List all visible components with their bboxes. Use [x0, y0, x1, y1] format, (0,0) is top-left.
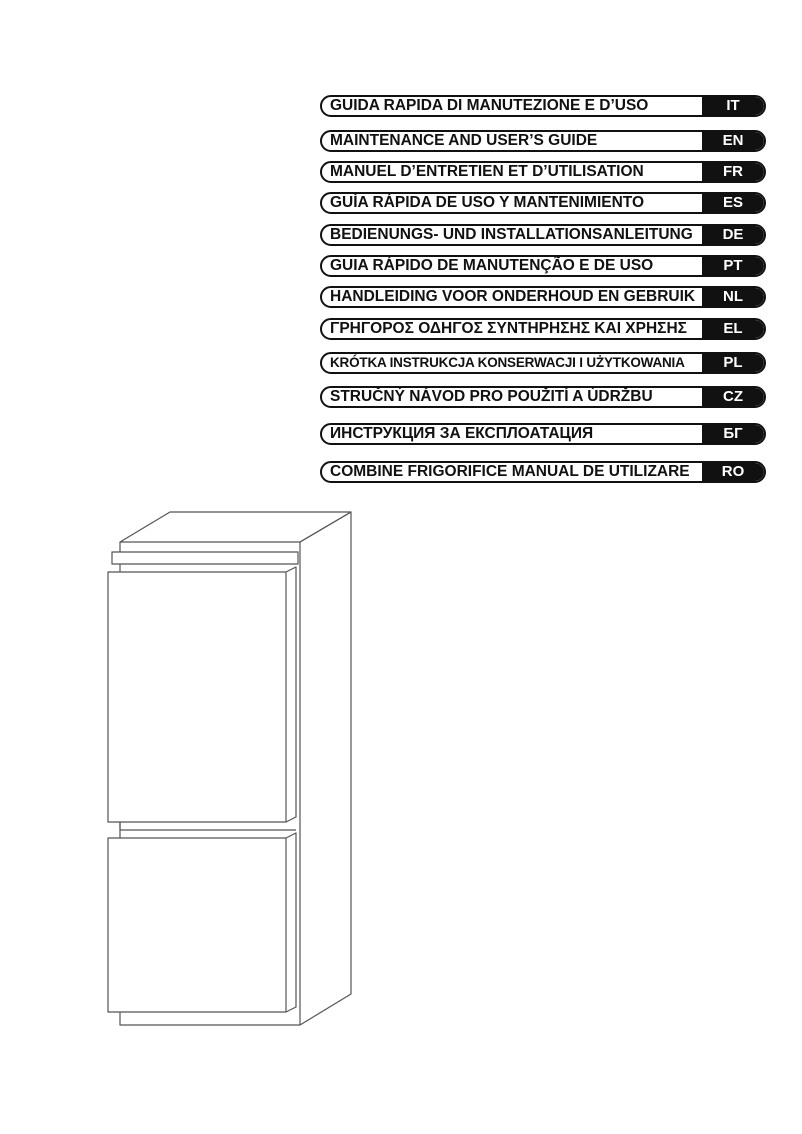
language-title: STRUČNÝ NÁVOD PRO POUŽITÍ A ÚDRŽBU: [330, 388, 653, 405]
upper-door-edge: [286, 567, 296, 822]
language-row-el[interactable]: [320, 318, 766, 340]
language-code-badge: БГ: [702, 425, 764, 443]
lower-door: [108, 838, 286, 1012]
language-row-cz[interactable]: [320, 386, 766, 408]
language-code-badge: EL: [702, 320, 764, 338]
fridge-illustration: [100, 508, 360, 1030]
lower-door-edge: [286, 833, 296, 1012]
language-row-it[interactable]: [320, 95, 766, 117]
top-trim-band: [112, 552, 298, 564]
upper-door: [108, 572, 286, 822]
language-row-nl[interactable]: [320, 286, 766, 308]
language-row-de[interactable]: [320, 224, 766, 246]
language-title: MAINTENANCE AND USER’S GUIDE: [330, 132, 598, 149]
language-row-fr[interactable]: [320, 161, 766, 183]
language-code-badge: CZ: [702, 388, 764, 406]
language-title: MANUEL D’ENTRETIEN ET D’UTILISATION: [330, 163, 644, 180]
language-title: GUIDA RAPIDA DI MANUTEZIONE E D’USO: [330, 97, 649, 114]
language-title: BEDIENUNGS- UND INSTALLATIONSANLEITUNG: [330, 226, 693, 243]
language-title: KRÓTKA INSTRUKCJA KONSERWACJI I UŻYTKOWANIA: [330, 355, 685, 370]
language-row-en[interactable]: [320, 130, 766, 152]
language-code-badge: IT: [702, 97, 764, 115]
cabinet-side-face: [300, 512, 351, 1025]
language-row-pt[interactable]: [320, 255, 766, 277]
language-row-pl[interactable]: [320, 352, 766, 374]
language-code-badge: RO: [702, 463, 764, 481]
language-code-badge: EN: [702, 132, 764, 150]
language-row-bg[interactable]: [320, 423, 766, 445]
language-code-badge: ES: [702, 194, 764, 212]
language-code-badge: FR: [702, 163, 764, 181]
language-title: ΓΡΗΓΟΡΟΣ ΟΔΗΓΟΣ ΣΥΝΤΗΡΗΣΗΣ ΚΑΙ ΧΡΗΣΗΣ: [330, 320, 687, 337]
language-title: HANDLEIDING VOOR ONDERHOUD EN GEBRUIK: [330, 288, 696, 305]
language-code-badge: PL: [702, 354, 764, 372]
language-code-badge: PT: [702, 257, 764, 275]
language-title: ИНСТРУКЦИЯ ЗА ЕКСПЛОАТАЦИЯ: [330, 425, 594, 442]
language-code-badge: DE: [702, 226, 764, 244]
language-title: GUIA RÁPIDO DE MANUTENÇÃO E DE USO: [330, 257, 654, 274]
door-gap: [120, 822, 296, 830]
language-title: COMBINE FRIGORIFICE MANUAL DE UTILIZARE: [330, 463, 690, 480]
cabinet-top-face: [120, 512, 351, 542]
language-code-badge: NL: [702, 288, 764, 306]
language-row-es[interactable]: [320, 192, 766, 214]
language-row-ro[interactable]: [320, 461, 766, 483]
language-title: GUÌA RÁPIDA DE USO Y MANTENIMIENTO: [330, 194, 645, 211]
